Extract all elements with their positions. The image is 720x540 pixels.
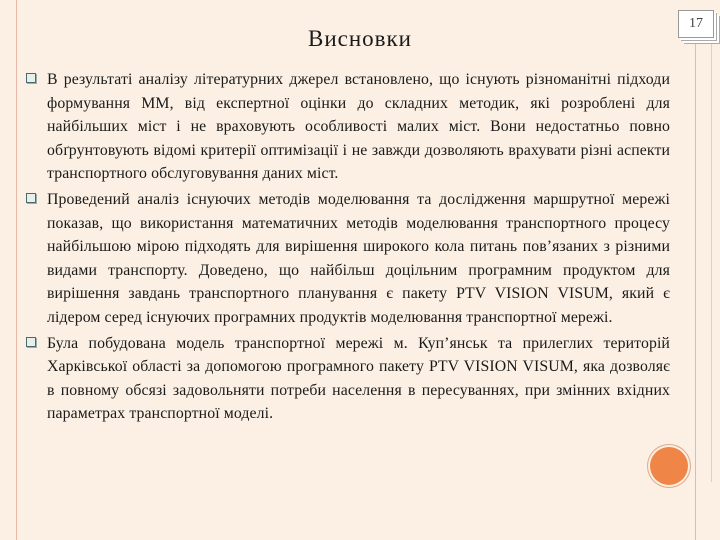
conclusion-text: Була побудована модель транспортної мережі м. Куп’янськ та прилеглих територій Харківської області за допомогою програмного пакету PTV VISION VISUM, яка дозволяє в повному обсязі задовольняти потреби населення в пересуваннях, при змінних вхідних параметрах транспортної моделі. [47, 334, 670, 423]
slide-title: Висновки [307, 26, 412, 51]
list-item [22, 332, 670, 426]
list-item [22, 68, 670, 186]
right-decorative-line-inner [711, 42, 712, 482]
conclusion-text: Проведений аналіз існуючих методів моделювання та дослідження маршрутної мережі показав, що використання математичних методів моделювання транспортного процесу найбільшою мірою підходять для вирішення широкого кола питань пов’язаних з різними видами транспорту. Доведено, що найбільш доцільним програмним продуктом для вирішення завдань транспортного планування є пакету PTV VISION VISUM, який є лідером серед існуючих програмних продуктів моделювання транспортної мережі. [47, 190, 670, 326]
orange-circle-icon [650, 447, 688, 485]
list-item [22, 188, 670, 330]
square-bullet-icon [26, 193, 36, 203]
conclusion-text: В результаті аналізу літературних джерел встановлено, що існують різноманітні підходи формування ММ, від експертної оцінки до складних методик, які розроблені для найбільших міст і не враховують особливості малих міст. Вони недостатньо повно обґрунтовують відомі критерії оптимізації і не завжди дозволяють врахувати різні аспекти транспортного обслуговування даних міст. [47, 71, 670, 183]
square-bullet-icon [26, 73, 36, 83]
page-number: 17 [689, 16, 703, 31]
left-decorative-line [16, 0, 17, 540]
right-decorative-line [695, 42, 696, 540]
square-bullet-icon [26, 337, 36, 347]
conclusions-list [22, 68, 670, 428]
